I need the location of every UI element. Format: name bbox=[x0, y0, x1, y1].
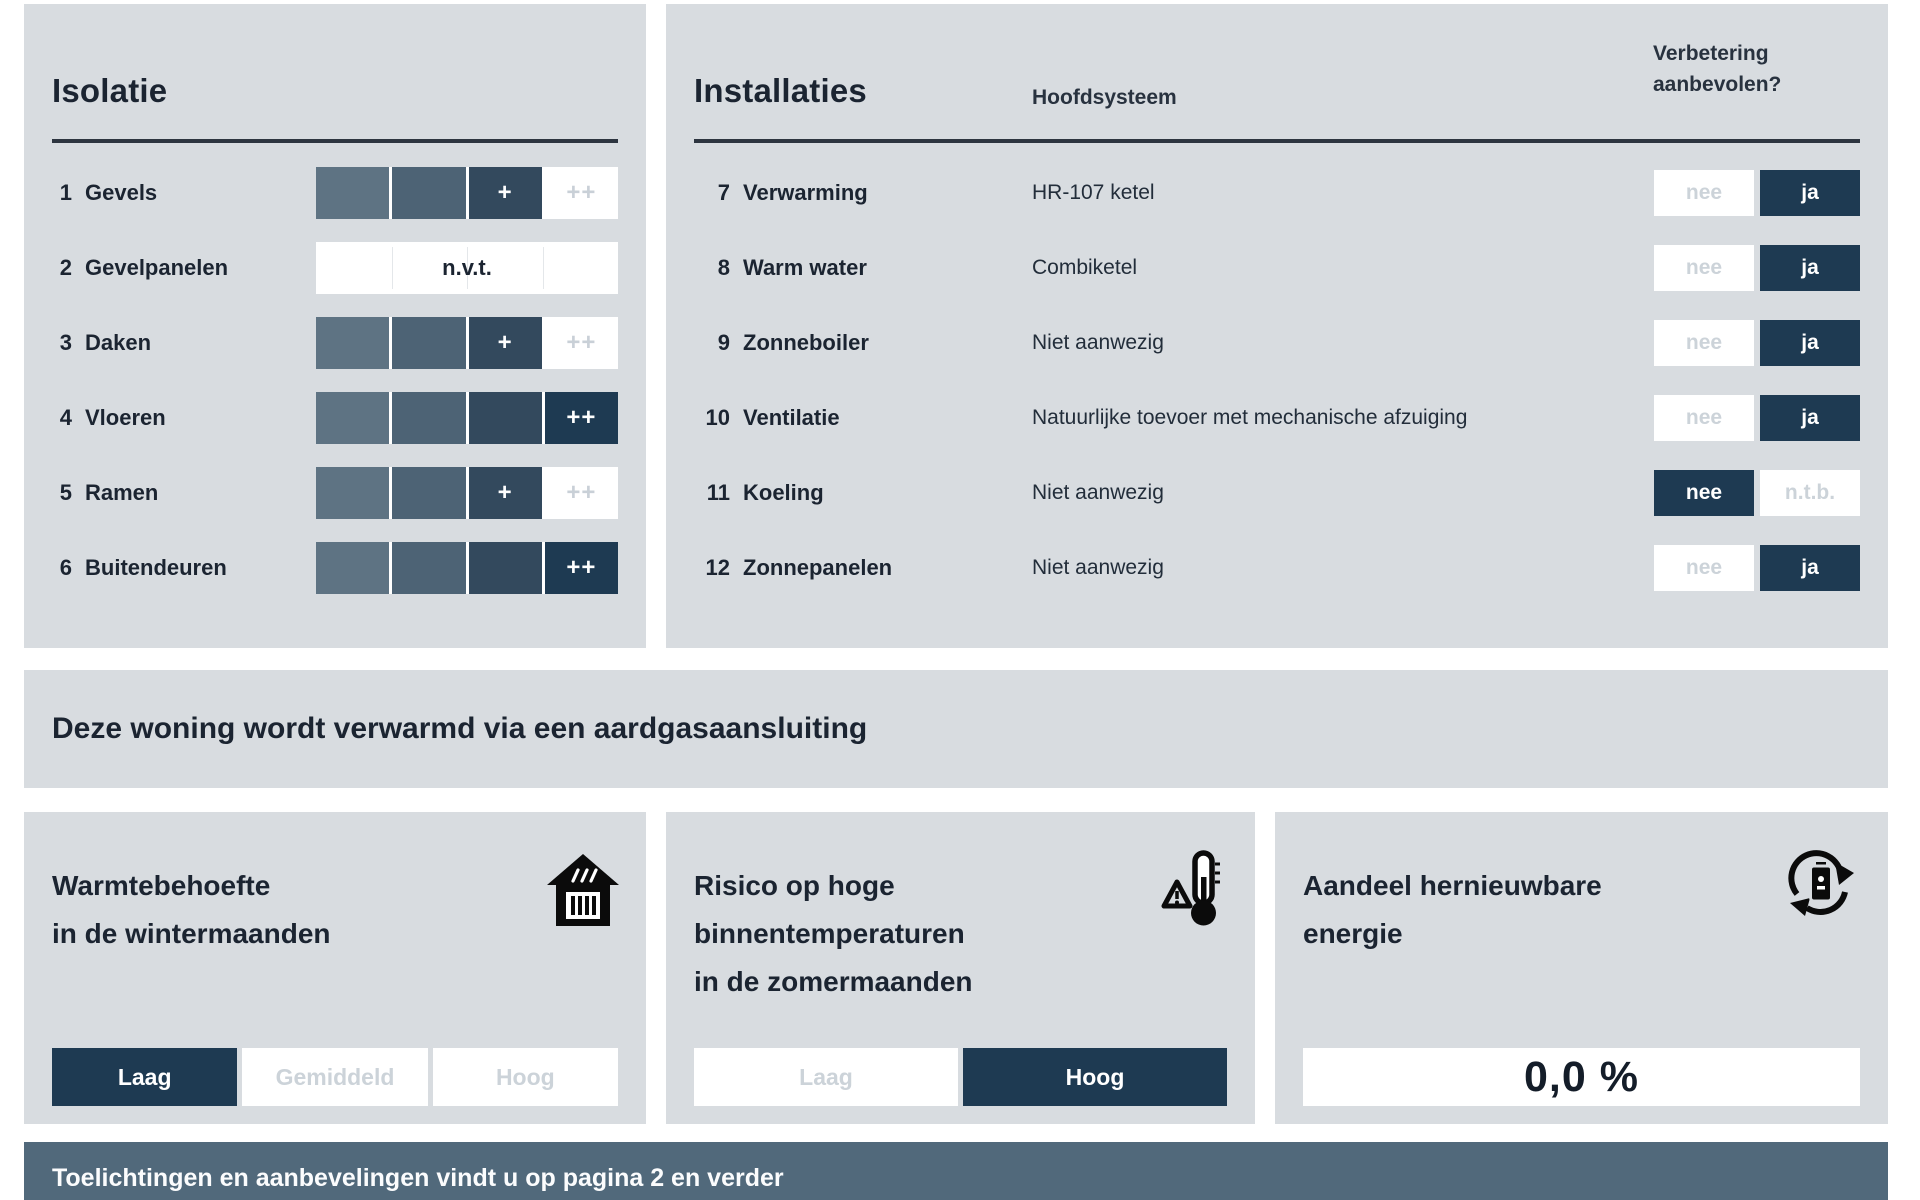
risico-rating bbox=[694, 1048, 1227, 1106]
main-system-value: Combiketel bbox=[1032, 256, 1138, 279]
plusplus-symbol: ++ bbox=[566, 329, 597, 356]
isolatie-rows bbox=[52, 167, 618, 594]
installaties-rows bbox=[694, 167, 1860, 594]
insulation-rating-bar bbox=[316, 392, 618, 444]
warmtebehoefte-panel bbox=[24, 812, 646, 1124]
isolatie-divider bbox=[52, 139, 618, 143]
rating-segment-plus-active bbox=[469, 167, 542, 219]
plus-symbol: + bbox=[497, 329, 513, 356]
warmtebehoefte-title-line1: Warmtebehoefte bbox=[52, 870, 271, 901]
improvement-choice bbox=[1654, 245, 1860, 291]
rating-segment-plusplus-active bbox=[545, 392, 618, 444]
improvement-choice bbox=[1654, 545, 1860, 591]
hernieuwbaar-title bbox=[1303, 862, 1602, 958]
installation-row bbox=[694, 467, 1860, 519]
improvement-no-chip: nee bbox=[1654, 245, 1754, 291]
insulation-rating-bar bbox=[316, 467, 618, 519]
row-label: Buitendeuren bbox=[85, 555, 227, 580]
risico-title bbox=[694, 862, 973, 1006]
verbetering-column-header bbox=[1653, 38, 1781, 100]
improvement-yes-chip: ja bbox=[1760, 320, 1860, 366]
thermometer-warning-icon bbox=[1161, 850, 1225, 935]
main-system-value: Niet aanwezig bbox=[1032, 481, 1164, 504]
row-label: Ventilatie bbox=[743, 405, 840, 430]
plusplus-symbol: ++ bbox=[566, 404, 597, 431]
row-number: 11 bbox=[706, 480, 730, 505]
row-label: Ramen bbox=[85, 480, 159, 505]
row-number: 5 bbox=[59, 480, 72, 505]
footer-band bbox=[24, 1142, 1888, 1200]
main-system-value: Niet aanwezig bbox=[1032, 331, 1164, 354]
row-number: 1 bbox=[59, 180, 72, 205]
main-system-value: HR-107 ketel bbox=[1032, 181, 1155, 204]
row-label: Koeling bbox=[743, 480, 824, 505]
warmtebehoefte-rating bbox=[52, 1048, 618, 1106]
row-number: 12 bbox=[705, 555, 730, 580]
risico-option-laag: Laag bbox=[694, 1048, 958, 1106]
improvement-choice bbox=[1654, 470, 1860, 516]
row-number: 7 bbox=[717, 180, 730, 205]
verbetering-header-line1: Verbetering bbox=[1653, 42, 1769, 65]
main-system-value: Natuurlijke toevoer met mechanische afzuiging bbox=[1032, 406, 1468, 429]
row-number: 3 bbox=[59, 330, 72, 355]
rating-segment-2 bbox=[392, 467, 465, 519]
rating-segment-plusplus-active bbox=[545, 542, 618, 594]
warmtebehoefte-option-laag: Laag bbox=[52, 1048, 237, 1106]
row-number: 8 bbox=[717, 255, 730, 280]
risico-option-hoog: Hoog bbox=[963, 1048, 1227, 1106]
rating-segment-1 bbox=[316, 392, 389, 444]
insulation-row bbox=[52, 242, 618, 294]
rating-segment-3 bbox=[469, 542, 542, 594]
row-number: 9 bbox=[717, 330, 730, 355]
bar-divider bbox=[392, 247, 393, 289]
improvement-no-chip: nee bbox=[1654, 470, 1754, 516]
row-number: 6 bbox=[59, 555, 72, 580]
rating-segment-2 bbox=[392, 542, 465, 594]
hoofdsysteem-column-header: Hoofdsysteem bbox=[1032, 86, 1177, 109]
improvement-no-chip: nee bbox=[1654, 320, 1754, 366]
improvement-yes-chip: ja bbox=[1760, 545, 1860, 591]
improvement-choice bbox=[1654, 395, 1860, 441]
rating-segment-plusplus-inactive bbox=[545, 467, 618, 519]
hernieuwbaar-title-line2: energie bbox=[1303, 918, 1403, 949]
installation-row bbox=[694, 242, 1860, 294]
improvement-no-chip: nee bbox=[1654, 545, 1754, 591]
rating-segment-2 bbox=[392, 392, 465, 444]
plusplus-symbol: ++ bbox=[566, 554, 597, 581]
rating-segment-2 bbox=[392, 167, 465, 219]
improvement-yes-chip: ja bbox=[1760, 245, 1860, 291]
installation-row bbox=[694, 542, 1860, 594]
row-number: 10 bbox=[705, 405, 730, 430]
improvement-yes-chip: ja bbox=[1760, 395, 1860, 441]
improvement-yes-chip: n.t.b. bbox=[1760, 470, 1860, 516]
plusplus-symbol: ++ bbox=[566, 179, 597, 206]
rating-nvt-label: n.v.t. bbox=[442, 255, 492, 280]
renewable-energy-battery-icon bbox=[1785, 848, 1857, 927]
improvement-no-chip: nee bbox=[1654, 170, 1754, 216]
risico-title-line1: Risico op hoge bbox=[694, 870, 895, 901]
verbetering-header-line2: aanbevolen? bbox=[1653, 73, 1782, 96]
row-label: Verwarming bbox=[743, 180, 868, 205]
warmtebehoefte-title-line2: in de wintermaanden bbox=[52, 918, 331, 949]
row-number: 2 bbox=[59, 255, 72, 280]
renewable-energy-value-box bbox=[1303, 1048, 1860, 1106]
improvement-yes-chip: ja bbox=[1760, 170, 1860, 216]
renewable-energy-value: 0,0 % bbox=[1524, 1052, 1639, 1101]
rating-segment-3 bbox=[469, 392, 542, 444]
insulation-row bbox=[52, 467, 618, 519]
rating-segment-2 bbox=[392, 317, 465, 369]
rating-segment-plusplus-inactive bbox=[545, 167, 618, 219]
row-label: Gevelpanelen bbox=[85, 255, 229, 280]
warmtebehoefte-title bbox=[52, 862, 331, 958]
installaties-panel bbox=[666, 4, 1888, 648]
insulation-rating-bar bbox=[316, 242, 618, 294]
insulation-row bbox=[52, 542, 618, 594]
improvement-choice bbox=[1654, 170, 1860, 216]
insulation-row bbox=[52, 317, 618, 369]
footer-text: Toelichtingen en aanbevelingen vindt u op pagina 2 en verder bbox=[52, 1164, 784, 1192]
installation-row bbox=[694, 392, 1860, 444]
rating-segment-1 bbox=[316, 467, 389, 519]
insulation-rating-bar bbox=[316, 542, 618, 594]
installaties-title: Installaties bbox=[694, 72, 867, 109]
rating-segment-1 bbox=[316, 317, 389, 369]
insulation-row bbox=[52, 392, 618, 444]
improvement-choice bbox=[1654, 320, 1860, 366]
main-system-value: Niet aanwezig bbox=[1032, 556, 1164, 579]
rating-segment-plus-active bbox=[469, 317, 542, 369]
installaties-divider bbox=[694, 139, 1860, 143]
warmtebehoefte-option-gemiddeld: Gemiddeld bbox=[242, 1048, 427, 1106]
rating-segment-1 bbox=[316, 167, 389, 219]
insulation-rating-bar bbox=[316, 167, 618, 219]
rating-segment-plusplus-inactive bbox=[545, 317, 618, 369]
insulation-row bbox=[52, 167, 618, 219]
row-label: Zonnepanelen bbox=[743, 555, 893, 580]
row-label: Zonneboiler bbox=[743, 330, 869, 355]
plusplus-symbol: ++ bbox=[566, 479, 597, 506]
heating-banner-text: Deze woning wordt verwarmd via een aardgasaansluiting bbox=[52, 712, 868, 745]
warmtebehoefte-option-hoog: Hoog bbox=[433, 1048, 618, 1106]
isolatie-title: Isolatie bbox=[52, 72, 168, 109]
plus-symbol: + bbox=[497, 179, 513, 206]
hernieuwbaar-title-line1: Aandeel hernieuwbare bbox=[1303, 870, 1602, 901]
insulation-rating-bar bbox=[316, 317, 618, 369]
installation-row bbox=[694, 167, 1860, 219]
row-label: Gevels bbox=[85, 180, 158, 205]
plus-symbol: + bbox=[497, 479, 513, 506]
improvement-no-chip: nee bbox=[1654, 395, 1754, 441]
risico-title-line2: binnentemperaturen bbox=[694, 918, 965, 949]
isolatie-panel bbox=[24, 4, 646, 648]
row-label: Vloeren bbox=[85, 405, 166, 430]
row-label: Daken bbox=[85, 330, 152, 355]
row-label: Warm water bbox=[743, 255, 867, 280]
house-heating-icon bbox=[543, 852, 623, 935]
installation-row bbox=[694, 317, 1860, 369]
risico-title-line3: in de zomermaanden bbox=[694, 966, 973, 997]
row-number: 4 bbox=[59, 405, 72, 430]
rating-segment-1 bbox=[316, 542, 389, 594]
bar-divider bbox=[543, 247, 544, 289]
heating-banner bbox=[24, 670, 1888, 788]
risico-panel bbox=[666, 812, 1255, 1124]
rating-segment-plus-active bbox=[469, 467, 542, 519]
hernieuwbare-energie-panel bbox=[1275, 812, 1888, 1124]
